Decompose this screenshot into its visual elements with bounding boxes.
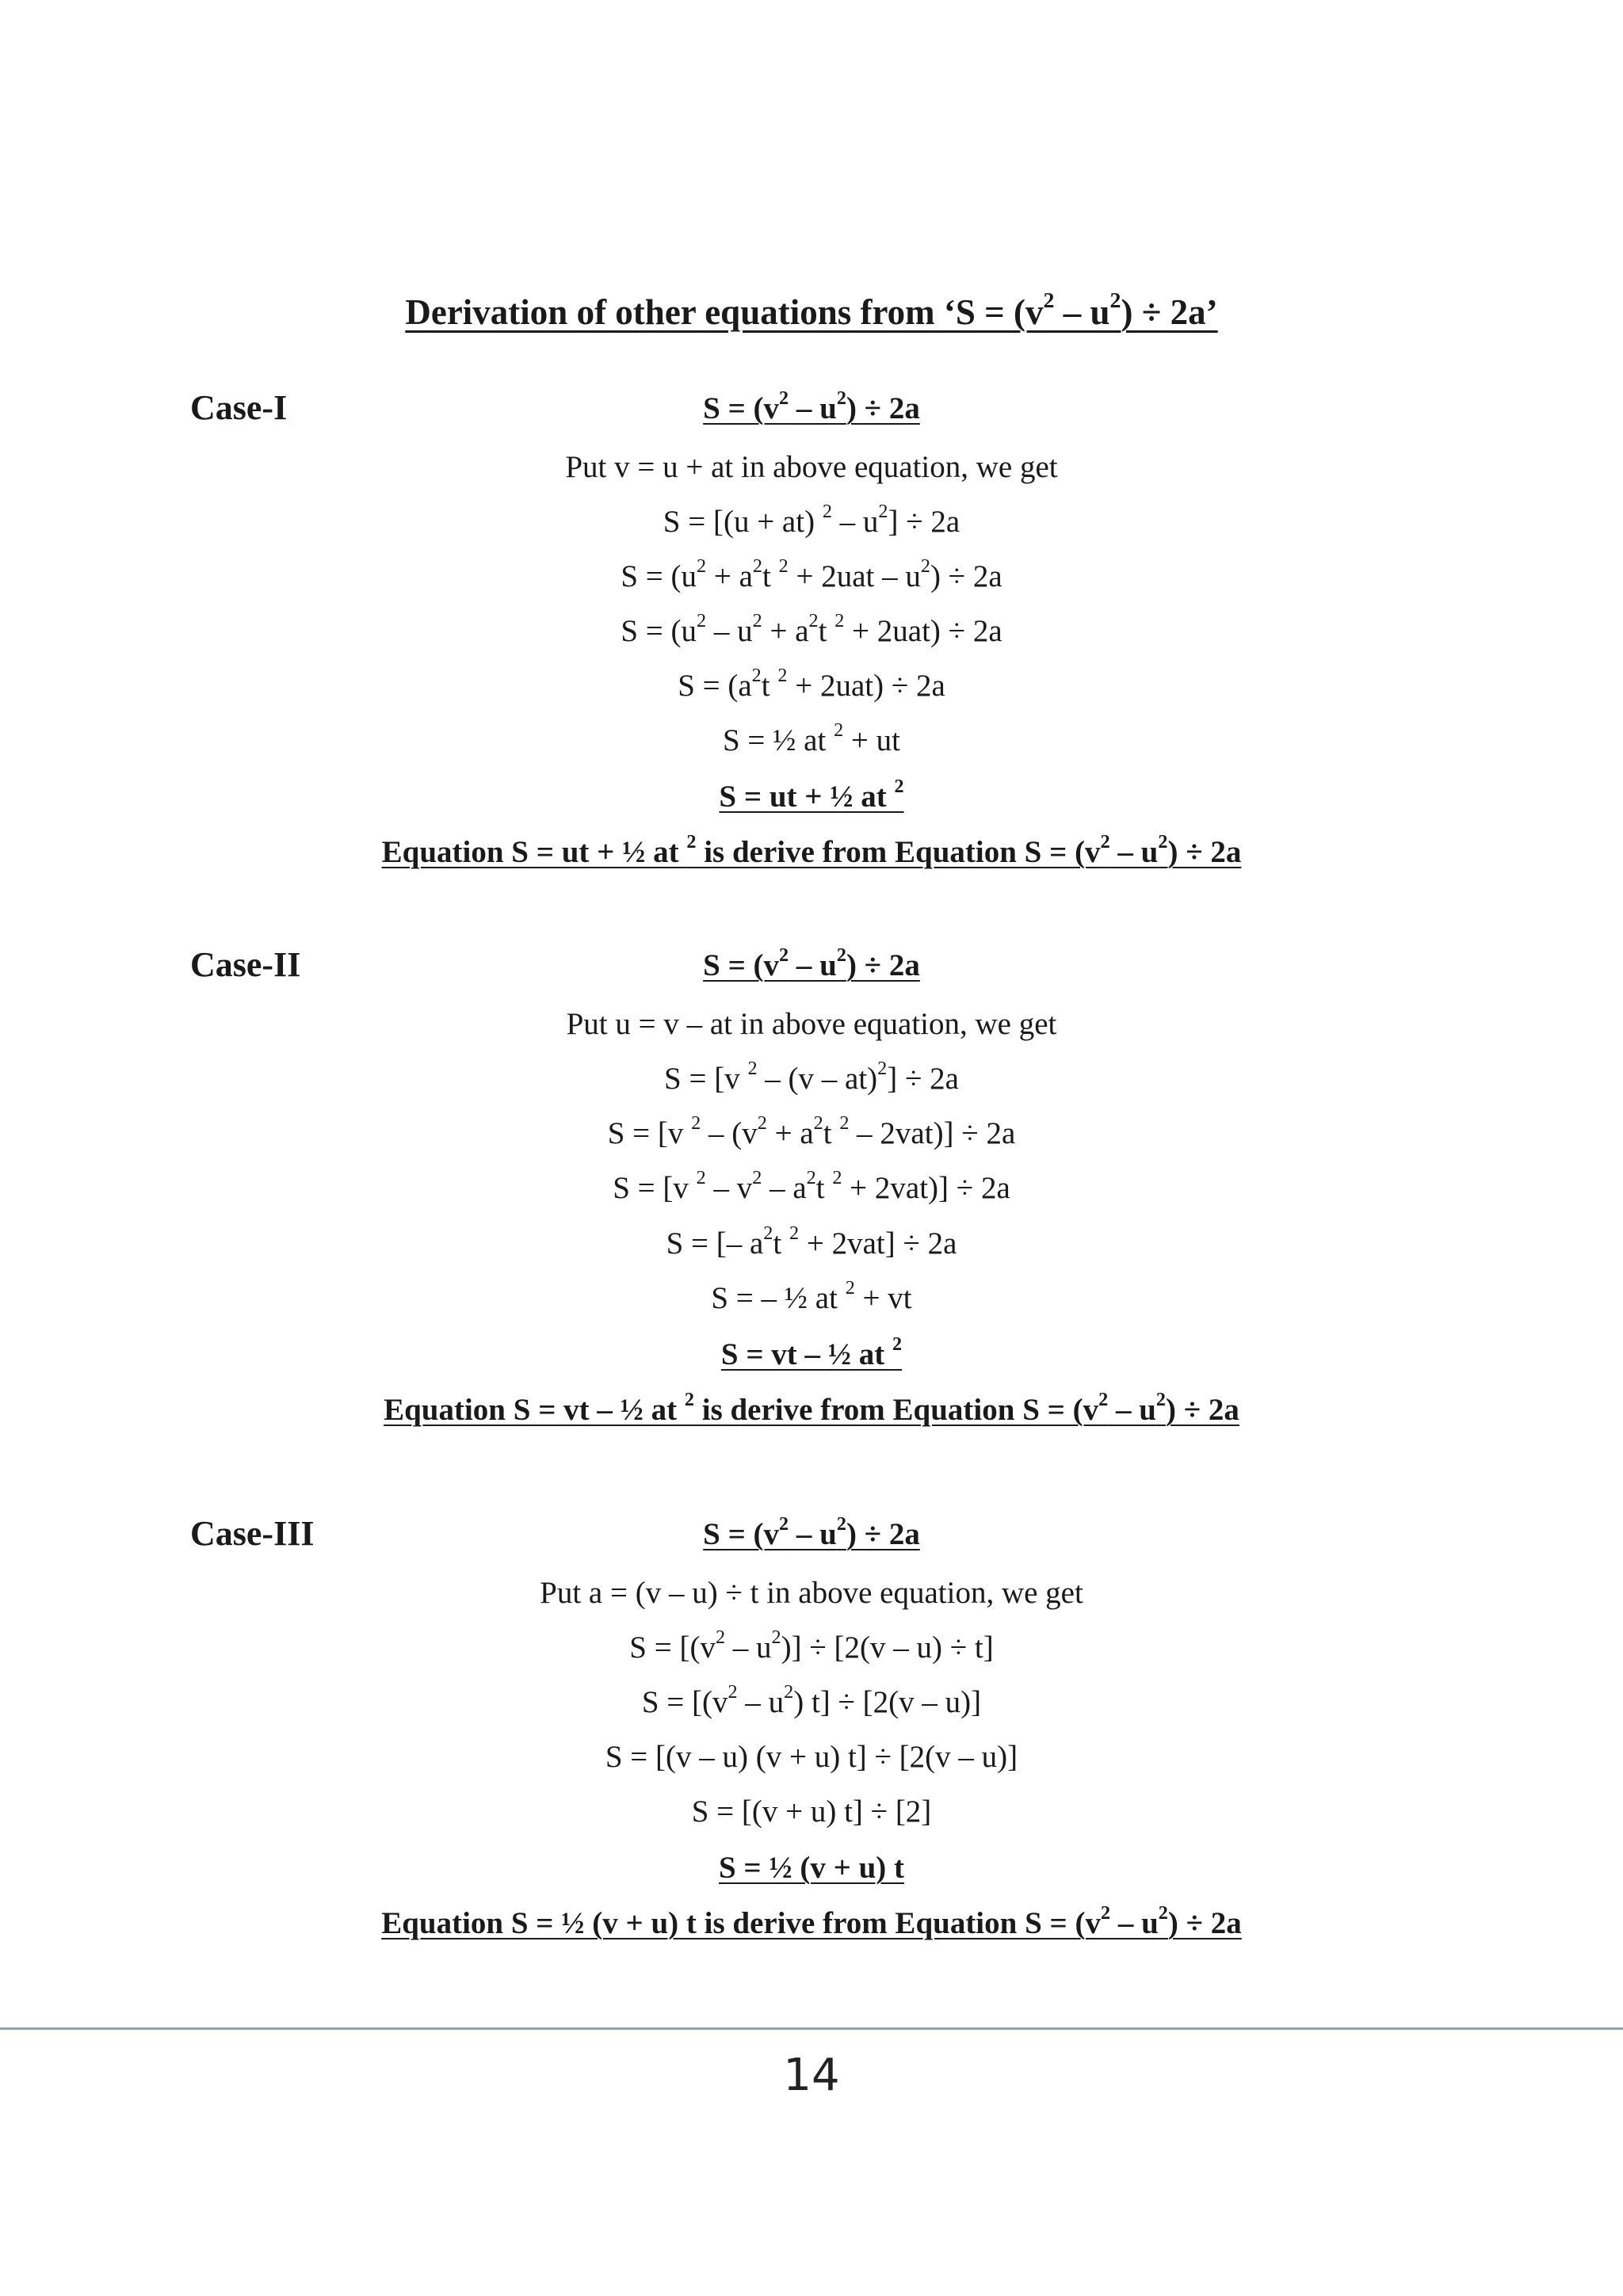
case-3-step: S = [(v – u) (v + u) t] ÷ [2(v – u)]	[605, 1740, 1018, 1774]
superscript: 2	[779, 1512, 789, 1535]
superscript: 2	[715, 1626, 726, 1648]
case-1-result: S = ut + ½ at $^2$	[719, 775, 904, 814]
superscript: 2	[757, 1112, 767, 1134]
case-3-step: Put a = (v – u) ÷ t in above equation, we get	[540, 1576, 1083, 1610]
superscript: 2	[822, 500, 832, 522]
superscript: 2	[839, 1112, 850, 1134]
case-1-step: S = [(u + at) $^2 - u^2] \div 2a$	[663, 500, 960, 539]
superscript: 2	[779, 944, 789, 966]
superscript: 2	[894, 775, 904, 797]
superscript: 2	[696, 1166, 706, 1188]
case-3-step: S = [(v + u) t] ÷ [2]	[691, 1794, 932, 1829]
superscript: 2	[1158, 1901, 1168, 1924]
case-3-result: S = ½ (v + u) t	[718, 1851, 905, 1885]
case-1-label: Case-I	[190, 388, 288, 427]
case-2-step: S = [v $^2 - v^2 - a^2t$ $^2$ + 2vat)] ÷ 2a	[613, 1166, 1010, 1205]
superscript: 2	[892, 1333, 903, 1355]
superscript: 2	[778, 555, 789, 577]
case-3-step: $S = [(v^2 - u^2) t] \div [2(v - u)]$	[641, 1680, 982, 1719]
case-2-step: S = – ½ at $^2$ + vt	[711, 1276, 912, 1315]
case-3-base-equation: $S = (v^2 - u^2) \div 2a$	[703, 1512, 920, 1551]
superscript: 2	[832, 1166, 842, 1188]
superscript: 2	[771, 1626, 781, 1648]
case-1-step: S = ½ at $^2$ + ut	[722, 719, 901, 757]
superscript: 2	[747, 1057, 758, 1079]
superscript: 2	[836, 387, 846, 409]
superscript: 2	[686, 830, 697, 852]
superscript: 2	[877, 1057, 888, 1079]
superscript: 2	[1155, 1388, 1166, 1410]
superscript: 2	[1101, 1901, 1111, 1924]
superscript: 2	[836, 1512, 846, 1535]
footer-divider	[0, 2027, 1623, 2030]
superscript: 2	[684, 1388, 694, 1410]
case-1-step: $S = (a^2t$ $^2$ + 2uat) ÷ 2a	[678, 664, 945, 703]
superscript: 2	[763, 1222, 773, 1244]
superscript: 2	[1109, 288, 1121, 314]
superscript: 2	[777, 664, 788, 686]
superscript: 2	[1043, 288, 1055, 314]
case-2-step: S = [v $^2$ – (v – at)$^2$] ÷ 2a	[664, 1057, 959, 1096]
case-1-conclusion: Equation S = ut + ½ at $^2$ is derive from Equation $S = (v^2 - u^2) \div 2a$	[381, 830, 1242, 869]
superscript: 2	[1098, 1388, 1109, 1410]
superscript: 2	[752, 609, 762, 631]
superscript: 2	[806, 1166, 816, 1188]
page-title: Derivation of other equations from ‘$S = (v^2 - u^2) \div 2a$’	[405, 288, 1218, 332]
case-1-step: Put v = u + at in above equation, we get	[565, 450, 1058, 484]
superscript: 2	[834, 609, 845, 631]
case-3-label: Case-III	[190, 1514, 315, 1553]
case-3-conclusion: Equation S = ½ (v + u) t is derive from Equation $S = (v^2 - u^2) \div 2a$	[381, 1901, 1242, 1940]
case-2-step: Put u = v – at in above equation, we get	[566, 1007, 1057, 1041]
superscript: 2	[697, 609, 707, 631]
superscript: 2	[752, 555, 763, 577]
case-1-step: $S = (u^2 + a^2t$ $^2 + 2uat - u^2) \div 2a$	[621, 555, 1002, 593]
case-3-step: $S = [(v^2 - u^2)] \div [2(v - u) \div t]$	[629, 1626, 994, 1665]
superscript: 2	[751, 664, 762, 686]
superscript: 2	[834, 719, 844, 741]
superscript: 2	[1100, 830, 1110, 852]
case-2-step: S = [– $a^2t$ $^2$ + 2vat] ÷ 2a	[666, 1222, 957, 1261]
superscript: 2	[808, 609, 819, 631]
superscript: 2	[752, 1166, 762, 1188]
superscript: 2	[1158, 830, 1168, 852]
superscript: 2	[697, 555, 707, 577]
case-1-base-equation: $S = (v^2 - u^2) \div 2a$	[703, 387, 920, 425]
superscript: 2	[878, 500, 888, 522]
case-2-conclusion: Equation S = vt – ½ at $^2$ is derive from Equation $S = (v^2 - u^2) \div 2a$	[384, 1388, 1239, 1427]
page-number: 14	[783, 2050, 840, 2101]
superscript: 2	[920, 555, 930, 577]
superscript: 2	[784, 1680, 794, 1703]
superscript: 2	[727, 1680, 738, 1703]
case-1-step: $S = (u^2 - u^2 + a^2t$ $^2$ + 2uat) ÷ 2a	[621, 609, 1002, 648]
superscript: 2	[836, 944, 846, 966]
case-2-result: S = vt – ½ at $^2$	[720, 1333, 903, 1371]
superscript: 2	[789, 1222, 800, 1244]
case-2-step: S = [v $^2 - (v^2 + a^2t$ $^2$ – 2vat)] ÷ 2a	[607, 1112, 1016, 1150]
case-2-base-equation: $S = (v^2 - u^2) \div 2a$	[703, 944, 920, 982]
superscript: 2	[691, 1112, 701, 1134]
case-2-label: Case-II	[190, 945, 301, 984]
superscript: 2	[779, 387, 789, 409]
superscript: 2	[813, 1112, 823, 1134]
superscript: 2	[845, 1276, 855, 1299]
